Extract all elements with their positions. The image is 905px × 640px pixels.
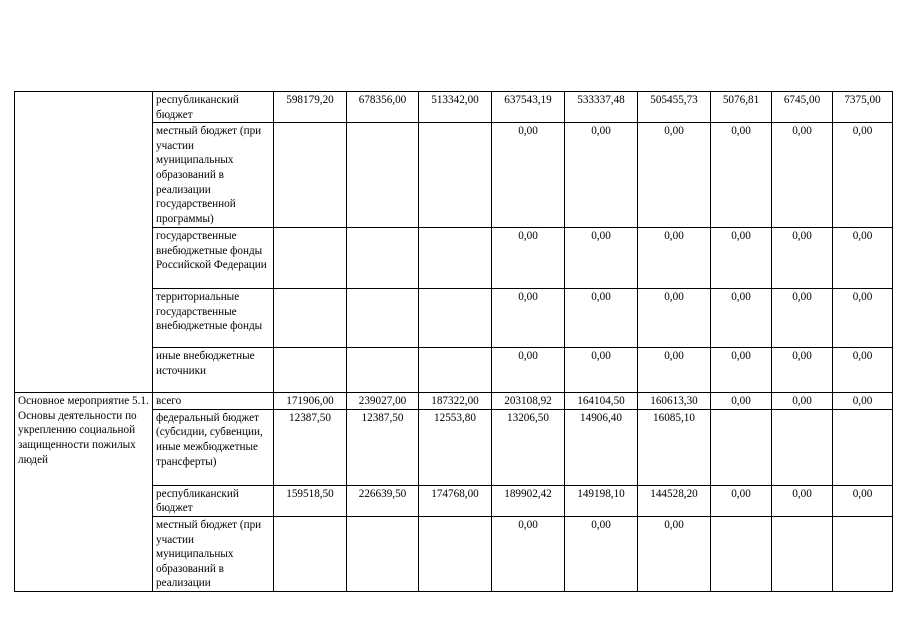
- value-cell: 0,00: [772, 289, 833, 348]
- value-cell: 164104,50: [565, 393, 638, 410]
- value-cell: 226639,50: [347, 485, 419, 516]
- value-cell: 144528,20: [638, 485, 711, 516]
- value-cell: 0,00: [833, 228, 893, 289]
- value-cell: 0,00: [492, 289, 565, 348]
- value-cell: 0,00: [492, 516, 565, 591]
- value-cell: 5076,81: [711, 92, 772, 123]
- value-cell: 0,00: [565, 123, 638, 228]
- value-cell: 0,00: [492, 228, 565, 289]
- value-cell: 6745,00: [772, 92, 833, 123]
- value-cell: 0,00: [565, 228, 638, 289]
- funding-source-cell: федеральный бюджет (субсидии, субвенции, иные межбюджетные трансферты): [153, 409, 274, 485]
- value-cell: 0,00: [565, 348, 638, 393]
- value-cell: [833, 516, 893, 591]
- value-cell: 0,00: [565, 516, 638, 591]
- budget-table: [14, 91, 893, 592]
- activity-cell: [15, 92, 153, 393]
- value-cell: 14906,40: [565, 409, 638, 485]
- value-cell: [274, 289, 347, 348]
- value-cell: [274, 228, 347, 289]
- value-cell: [274, 516, 347, 591]
- value-cell: 0,00: [833, 393, 893, 410]
- funding-source-cell: местный бюджет (при участии муниципальных образований в реализации государственной программы): [153, 123, 274, 228]
- value-cell: [347, 289, 419, 348]
- value-cell: 0,00: [638, 228, 711, 289]
- value-cell: 159518,50: [274, 485, 347, 516]
- value-cell: [419, 348, 492, 393]
- value-cell: 12387,50: [347, 409, 419, 485]
- value-cell: [419, 516, 492, 591]
- value-cell: 174768,00: [419, 485, 492, 516]
- value-cell: 187322,00: [419, 393, 492, 410]
- value-cell: 171906,00: [274, 393, 347, 410]
- value-cell: 0,00: [833, 289, 893, 348]
- value-cell: [711, 409, 772, 485]
- value-cell: [772, 409, 833, 485]
- funding-source-cell: государственные внебюджетные фонды Российской Федерации: [153, 228, 274, 289]
- value-cell: 0,00: [711, 228, 772, 289]
- value-cell: [772, 516, 833, 591]
- value-cell: 7375,00: [833, 92, 893, 123]
- value-cell: 513342,00: [419, 92, 492, 123]
- value-cell: 12387,50: [274, 409, 347, 485]
- value-cell: 13206,50: [492, 409, 565, 485]
- value-cell: [274, 348, 347, 393]
- value-cell: 0,00: [638, 289, 711, 348]
- value-cell: 505455,73: [638, 92, 711, 123]
- value-cell: 0,00: [492, 123, 565, 228]
- value-cell: 0,00: [711, 123, 772, 228]
- value-cell: 160613,30: [638, 393, 711, 410]
- value-cell: 0,00: [772, 123, 833, 228]
- value-cell: 0,00: [638, 516, 711, 591]
- value-cell: 0,00: [711, 289, 772, 348]
- value-cell: [347, 123, 419, 228]
- value-cell: 0,00: [711, 348, 772, 393]
- table-row: [15, 393, 893, 410]
- value-cell: 0,00: [638, 123, 711, 228]
- value-cell: 16085,10: [638, 409, 711, 485]
- value-cell: [347, 516, 419, 591]
- value-cell: 0,00: [772, 393, 833, 410]
- value-cell: 0,00: [638, 348, 711, 393]
- funding-source-cell: республиканский бюджет: [153, 92, 274, 123]
- value-cell: [419, 228, 492, 289]
- value-cell: 189902,42: [492, 485, 565, 516]
- value-cell: 598179,20: [274, 92, 347, 123]
- value-cell: [711, 516, 772, 591]
- value-cell: 149198,10: [565, 485, 638, 516]
- value-cell: [419, 289, 492, 348]
- value-cell: 0,00: [833, 348, 893, 393]
- value-cell: 0,00: [565, 289, 638, 348]
- value-cell: 12553,80: [419, 409, 492, 485]
- table-row: [15, 92, 893, 123]
- value-cell: 533337,48: [565, 92, 638, 123]
- value-cell: [419, 123, 492, 228]
- value-cell: 203108,92: [492, 393, 565, 410]
- value-cell: [347, 348, 419, 393]
- value-cell: 0,00: [772, 228, 833, 289]
- value-cell: 0,00: [833, 123, 893, 228]
- value-cell: [274, 123, 347, 228]
- value-cell: [347, 228, 419, 289]
- value-cell: 678356,00: [347, 92, 419, 123]
- value-cell: 0,00: [711, 485, 772, 516]
- value-cell: 239027,00: [347, 393, 419, 410]
- value-cell: 637543,19: [492, 92, 565, 123]
- value-cell: 0,00: [772, 485, 833, 516]
- value-cell: 0,00: [711, 393, 772, 410]
- funding-source-cell: всего: [153, 393, 274, 410]
- value-cell: 0,00: [772, 348, 833, 393]
- funding-source-cell: республиканский бюджет: [153, 485, 274, 516]
- funding-source-cell: территориальные государственные внебюджетные фонды: [153, 289, 274, 348]
- value-cell: 0,00: [833, 485, 893, 516]
- value-cell: 0,00: [492, 348, 565, 393]
- activity-cell: Основное мероприятие 5.1. Основы деятельности по укреплению социальной защищенности пожилых людей: [15, 393, 153, 592]
- value-cell: [833, 409, 893, 485]
- funding-source-cell: иные внебюджетные источники: [153, 348, 274, 393]
- table-body: [15, 92, 893, 592]
- funding-source-cell: местный бюджет (при участии муниципальных образований в реализации: [153, 516, 274, 591]
